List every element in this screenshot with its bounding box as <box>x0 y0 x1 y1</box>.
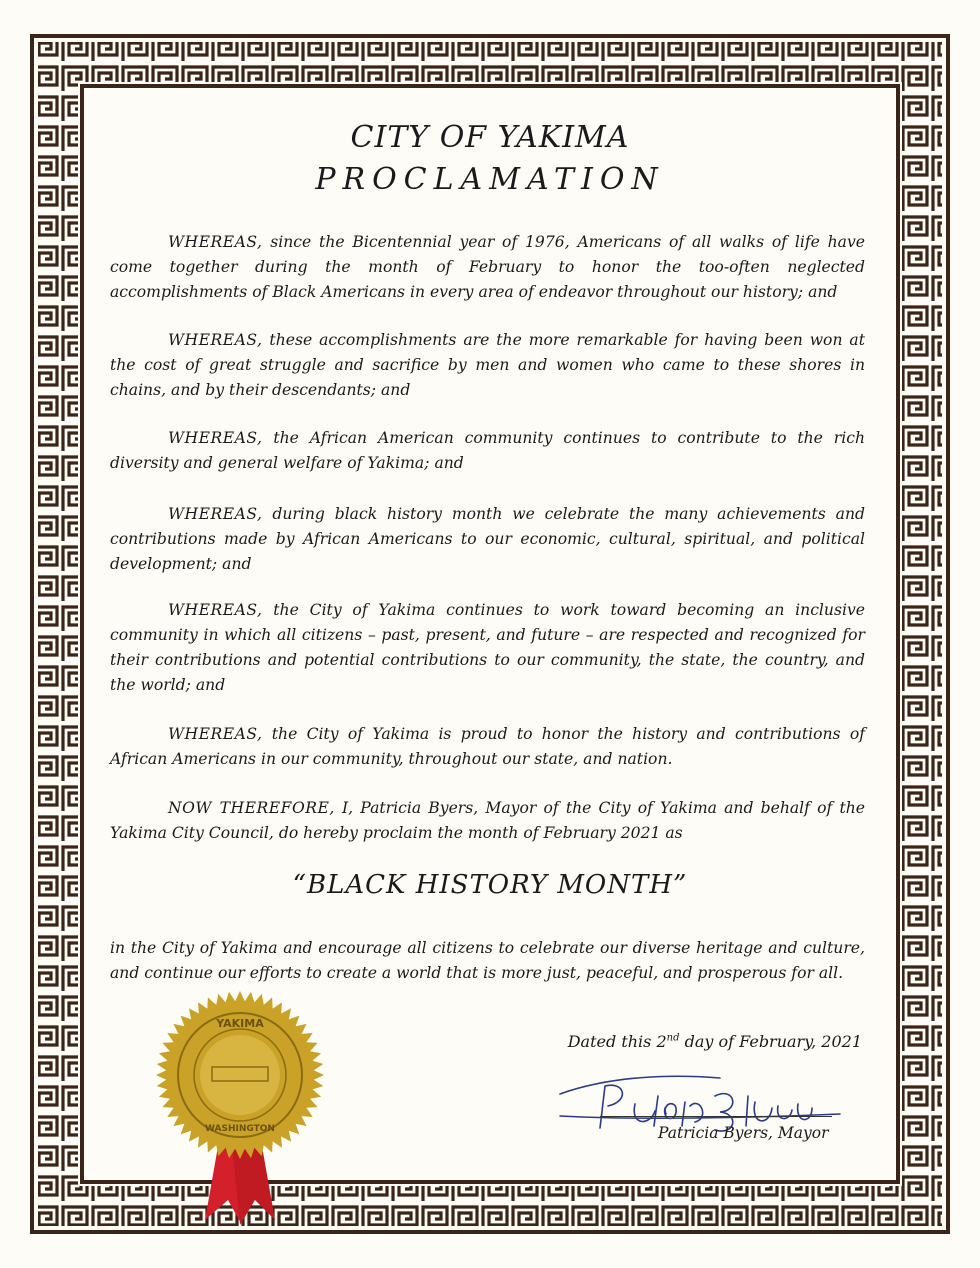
paragraph-lead: WHEREAS, <box>168 505 263 523</box>
gold-seal <box>150 985 330 1229</box>
whereas-paragraph-3 <box>110 426 865 476</box>
signature-line <box>600 1116 832 1117</box>
paragraph-lead: WHEREAS, <box>168 331 263 349</box>
black-history-month-title: “BLACK HISTORY MONTH” <box>292 870 688 900</box>
signature-name: Patricia Byers, Mayor <box>658 1124 829 1142</box>
paragraph-text: during black history month we celebrate the many achievements and contributions made by African Americans to our economic, cultural, spiritual, and political development; and <box>110 505 865 573</box>
paragraph-lead: WHEREAS, <box>168 233 263 251</box>
now-therefore-paragraph <box>110 796 865 846</box>
whereas-paragraph-4 <box>110 502 865 577</box>
seal-top-text: YAKIMA <box>216 1017 264 1030</box>
whereas-paragraph-6 <box>110 722 865 772</box>
whereas-paragraph-2 <box>110 328 865 403</box>
paragraph-lead: WHEREAS, <box>168 725 263 743</box>
paragraph-text: the City of Yakima continues to work toward becoming an inclusive community in which all citizens – past, present, and future – are respected and recognized for their contributions and potential contributions to our community, the state, the country, and the world; and <box>110 601 865 694</box>
paragraph-text: these accomplishments are the more remarkable for having been won at the cost of great struggle and sacrifice by men and women who came to these shores in chains, and by their descendants; and <box>110 331 865 399</box>
paragraph-text: I, Patricia Byers, Mayor of the City of Yakima and behalf of the Yakima City Council, do hereby proclaim the month of February 2021 as <box>110 799 865 842</box>
paragraph-lead: NOW THEREFORE, <box>168 799 335 817</box>
dated-prefix: Dated this 2 <box>567 1032 667 1051</box>
paragraph-lead: WHEREAS, <box>168 601 263 619</box>
dated-rest: day of February, 2021 <box>679 1032 862 1051</box>
seal-bottom-text: WASHINGTON <box>205 1124 275 1134</box>
whereas-paragraph-1 <box>110 230 865 305</box>
paragraph-text: since the Bicentennial year of 1976, Americans of all walks of life have come together during the month of February to honor the too-often neglected accomplishments of Black Americans in every area of endeavor throughout our history; and <box>110 233 865 301</box>
closing-paragraph: in the City of Yakima and encourage all citizens to celebrate our diverse heritage and culture, and continue our efforts to create a world that is more just, peaceful, and prosperous for all. <box>110 939 865 982</box>
gold-seal-graphic <box>150 985 330 1225</box>
whereas-paragraph-5 <box>110 598 865 698</box>
city-title: CITY OF YAKIMA <box>350 120 630 155</box>
paragraph-text: the African American community continues to contribute to the rich diversity and general welfare of Yakima; and <box>110 429 865 472</box>
proclamation-heading: PROCLAMATION <box>315 162 665 197</box>
paragraph-text: the City of Yakima is proud to honor the history and contributions of African Americans in our community, throughout our state, and nation. <box>110 725 865 768</box>
dated-ordinal: nd <box>666 1032 680 1044</box>
paragraph-lead: WHEREAS, <box>168 429 263 447</box>
dated-line <box>568 1032 862 1051</box>
